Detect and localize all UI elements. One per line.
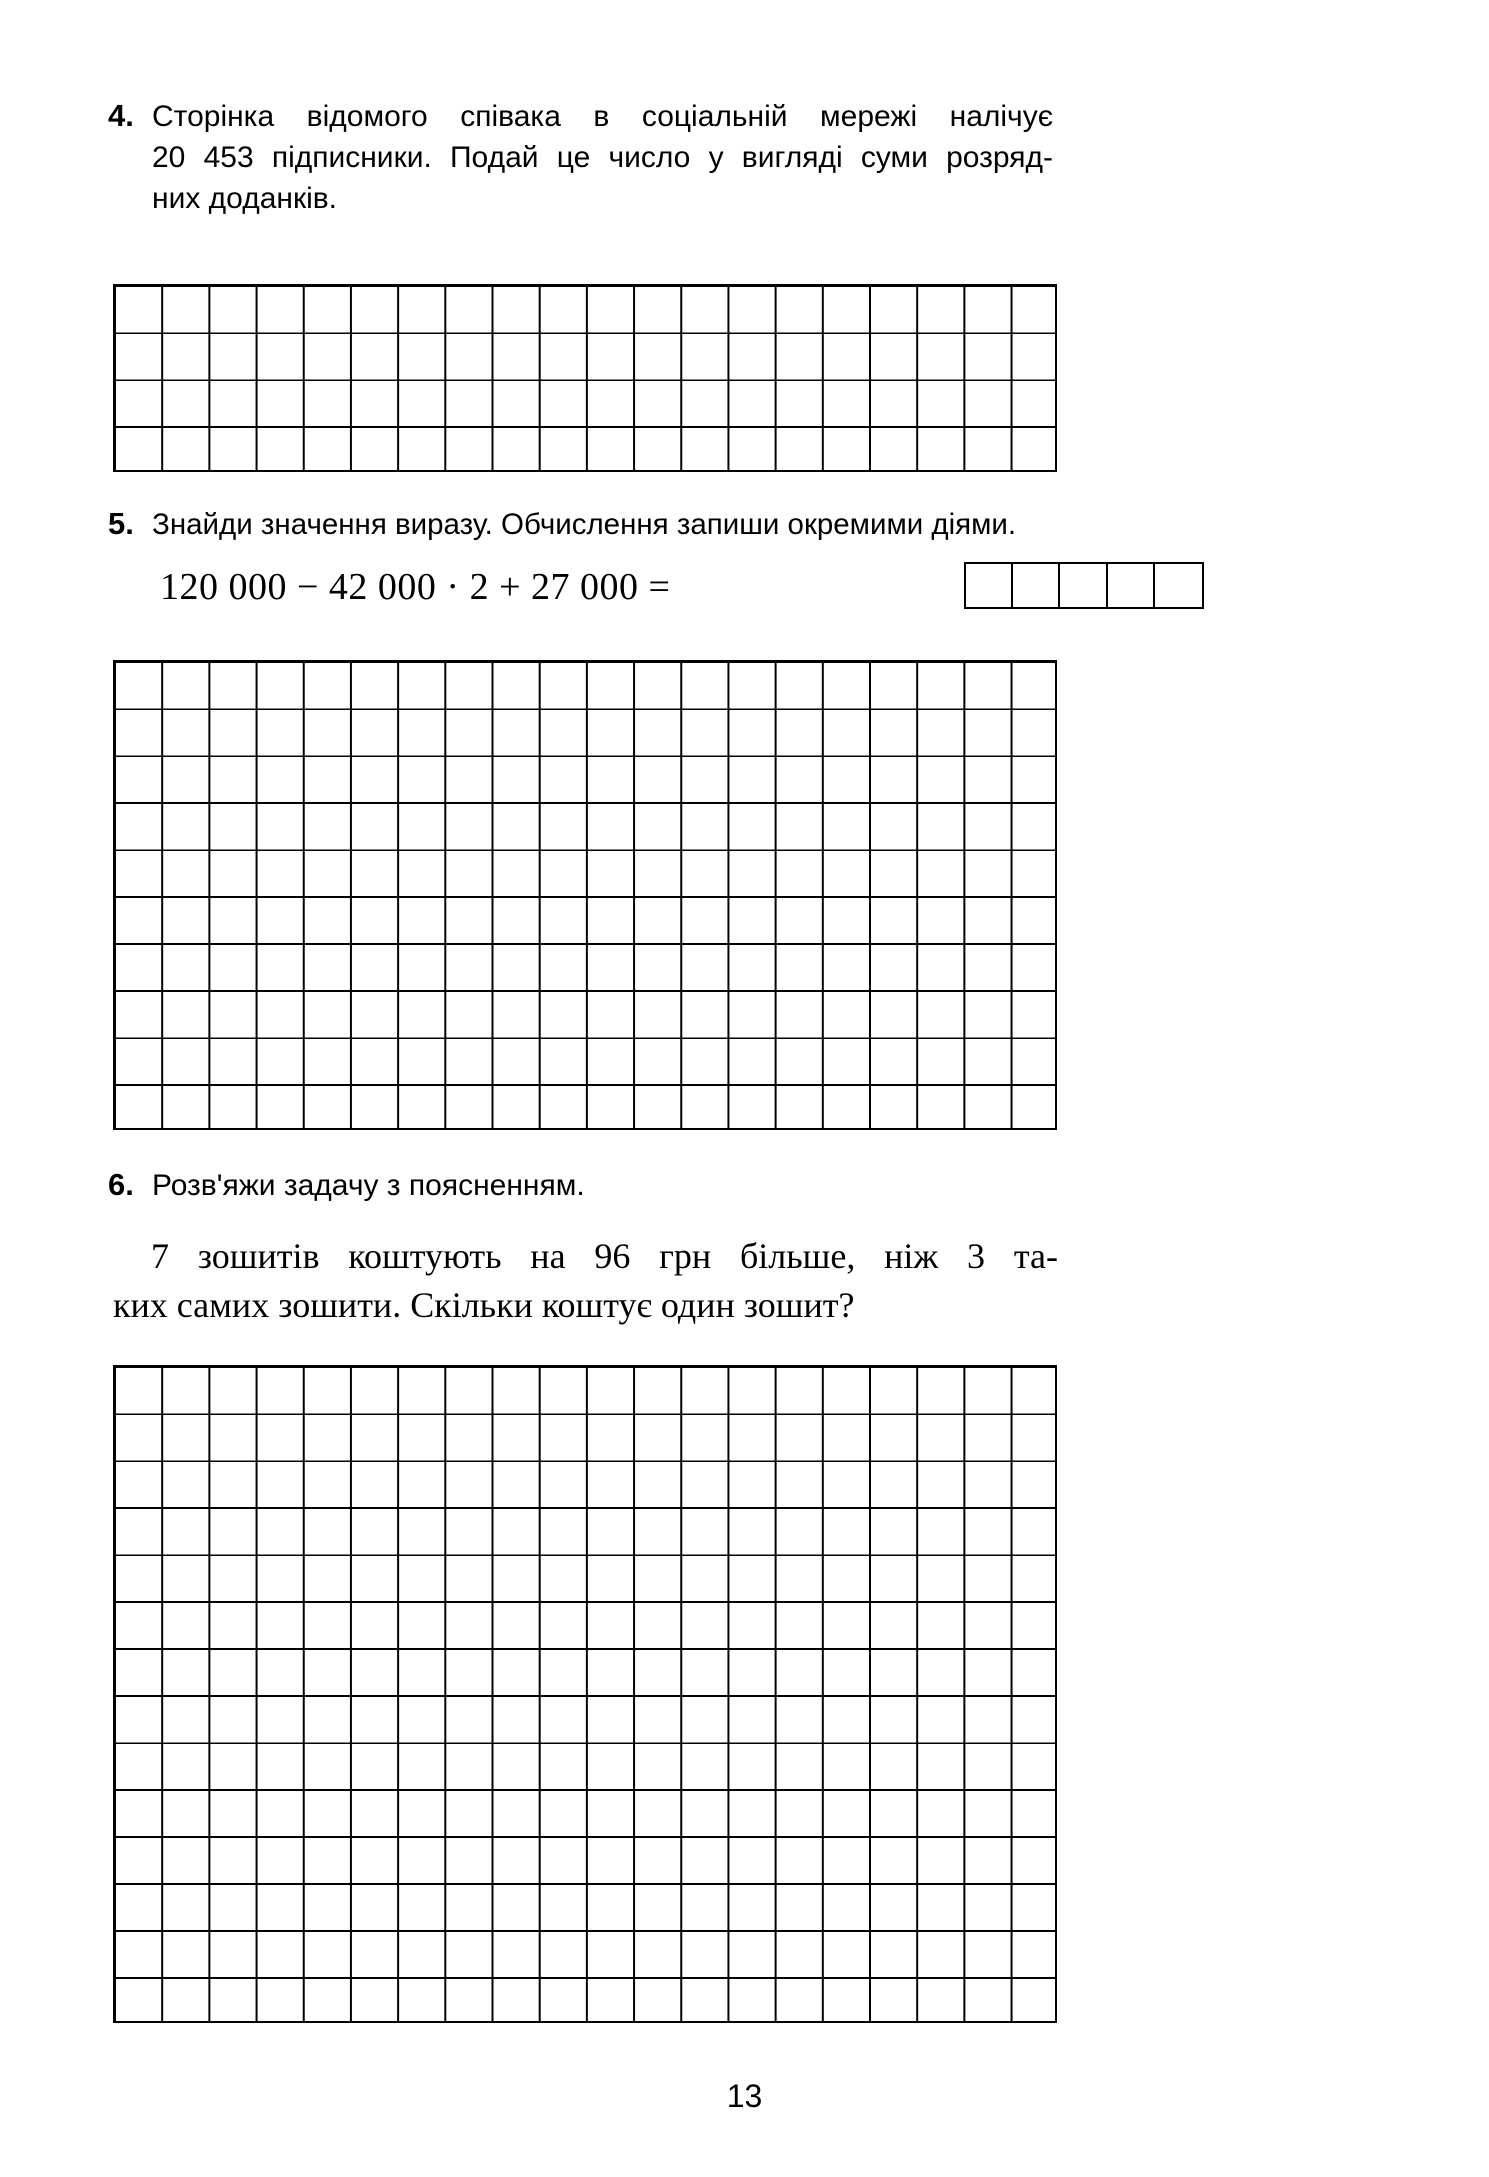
task-4-prompt-line-3: них доданків. — [152, 182, 338, 215]
task-4-prompt-line-1 — [152, 96, 1053, 137]
task-5-prompt — [152, 504, 1053, 545]
task-4-grid[interactable] — [113, 284, 1057, 472]
task-5 — [108, 504, 1053, 545]
task-6 — [108, 1165, 1053, 1206]
task-5-grid-lines — [115, 662, 1055, 1128]
page-number: 13 — [726, 2078, 763, 2114]
task-6-grid-lines — [115, 1367, 1055, 2021]
task-6-problem-line-1-text: 7 зошитів коштують на 96 грн більше, ніж 3 та- — [151, 1236, 1058, 1276]
task-6-grid[interactable] — [113, 1365, 1057, 2023]
task-5-expression: 120 000 − 42 000 · 2 + 27 000 = — [160, 566, 671, 608]
task-5-number: 5. — [108, 506, 134, 541]
task-4-grid-lines — [115, 286, 1055, 470]
answer-box[interactable] — [1060, 564, 1107, 607]
task-4-prompt-line-2-text: 20 453 підписники. Подай це число у вигляді суми розряд- — [152, 141, 1053, 174]
task-4-prompt — [152, 96, 1053, 219]
task-4-number: 4. — [108, 98, 134, 133]
task-5-header — [108, 504, 1053, 545]
task-6-prompt-line-1: Розв'яжи задачу з поясненням. — [152, 1169, 585, 1202]
task-4-prompt-line-1-text: Сторінка відомого співака в соціальній мережі налічує — [152, 100, 1053, 133]
task-4-header — [108, 96, 1053, 219]
task-4-prompt-line-2 — [152, 137, 1053, 178]
task-5-answer-boxes[interactable] — [964, 562, 1204, 609]
answer-box[interactable] — [1108, 564, 1155, 607]
task-6-header — [108, 1165, 1053, 1206]
task-6-problem-line-1 — [113, 1232, 1058, 1281]
task-5-grid[interactable] — [113, 660, 1057, 1130]
task-6-problem — [113, 1232, 1058, 1330]
answer-box[interactable] — [966, 564, 1013, 607]
task-6-prompt — [152, 1165, 1053, 1206]
task-6-problem-line-2: ких самих зошити. Скільки коштує один зошит? — [113, 1285, 855, 1325]
task-4 — [108, 96, 1053, 219]
task-6-number: 6. — [108, 1167, 134, 1202]
answer-box[interactable] — [1155, 564, 1202, 607]
answer-box[interactable] — [1013, 564, 1060, 607]
task-5-prompt-line-1: Знайди значення виразу. Обчислення запиши окремими діями. — [152, 508, 1017, 541]
